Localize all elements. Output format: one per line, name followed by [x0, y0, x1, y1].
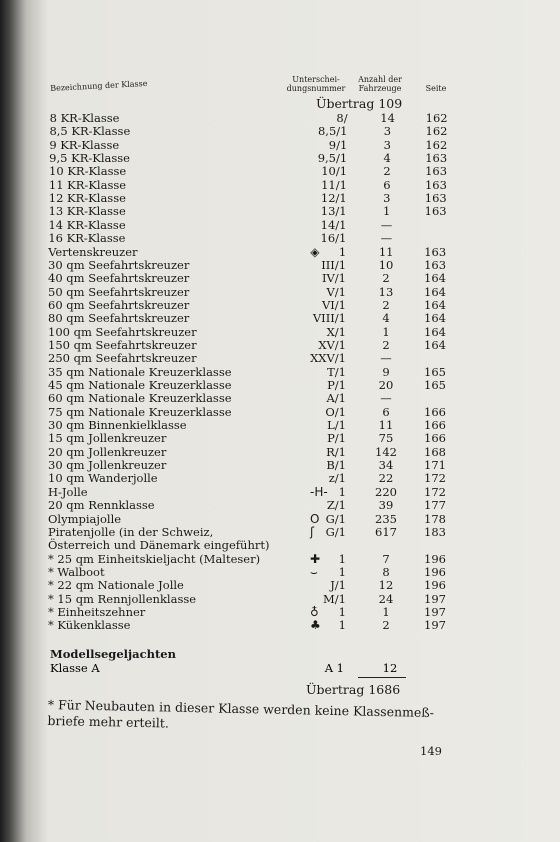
row-page: 166 — [424, 404, 446, 419]
row-name: 30 qm Binnenkielklasse — [48, 418, 187, 433]
row-page: 166 — [424, 431, 446, 446]
row-code: A 1 — [324, 661, 344, 675]
row-name: * Kükenklasse — [48, 618, 131, 633]
row-page: 183 — [424, 524, 446, 539]
row-count: — — [380, 391, 392, 406]
row-count: 8 — [382, 564, 390, 579]
row-page: 163 — [424, 191, 447, 206]
table-row — [48, 619, 458, 632]
row-count: 3 — [383, 137, 391, 152]
row-code: VIII/1 — [312, 311, 346, 326]
row-count: 6 — [382, 404, 390, 419]
row-code: 1 — [338, 244, 347, 259]
row-code: XV/1 — [318, 337, 346, 352]
row-code: 1 — [338, 604, 346, 619]
table-row — [48, 379, 458, 392]
row-code: 10/1 — [321, 164, 348, 179]
chick-emblem-icon: ♣ — [310, 618, 321, 633]
count-header: Anzahl der Fahrzeuge — [358, 75, 402, 93]
row-code: P/1 — [327, 431, 346, 446]
table-row — [48, 312, 458, 325]
row-count: 34 — [378, 458, 394, 473]
code-header: Unterschei- dungsnummer — [286, 75, 346, 93]
row-name: 60 qm Nationale Kreuzerklasse — [48, 391, 232, 406]
row-count: 2 — [382, 271, 390, 286]
row-count: 2 — [382, 297, 390, 312]
row-count: 2 — [383, 164, 391, 179]
row-page: 168 — [424, 444, 446, 459]
row-name: Österreich und Dänemark eingeführt) — [48, 538, 270, 553]
table-row — [48, 299, 458, 312]
row-code: G/1 — [325, 511, 346, 526]
row-name: 20 qm Rennklasse — [48, 498, 155, 513]
row-name: 9,5 KR-Klasse — [49, 151, 130, 166]
row-count: 12 — [378, 578, 394, 593]
row-code: X/1 — [326, 324, 346, 339]
table-row — [48, 459, 458, 472]
row-name: 35 qm Nationale Kreuzerklasse — [48, 364, 232, 379]
row-name: * 25 qm Einheitskieljacht (Malteser) — [48, 551, 261, 566]
row-count: 22 — [378, 471, 394, 486]
row-code: XXV/1 — [310, 351, 346, 366]
row-page: 196 — [424, 564, 446, 579]
table-row — [48, 246, 458, 259]
row-page: 163 — [424, 244, 447, 259]
row-name: 40 qm Seefahrtskreuzer — [48, 271, 190, 286]
table-row — [48, 566, 458, 579]
row-name: Klasse A — [50, 661, 100, 675]
row-name: 30 qm Seefahrtskreuzer — [48, 257, 190, 272]
row-count: 220 — [375, 484, 397, 499]
table-row — [48, 286, 458, 299]
row-code: V/1 — [326, 284, 346, 299]
row-count: 20 — [378, 378, 394, 392]
row-page: 166 — [424, 418, 446, 433]
row-code: 1 — [338, 564, 346, 579]
row-code: 1 — [338, 551, 346, 566]
table-row — [48, 553, 458, 566]
page-header: Seite — [425, 84, 447, 93]
table-row — [48, 486, 458, 499]
row-count: 2 — [382, 337, 390, 352]
row-name: * 15 qm Rennjollenklasse — [48, 591, 197, 606]
table-row-klasse-a — [50, 661, 470, 675]
row-count: 75 — [378, 431, 394, 446]
table-row — [48, 232, 458, 245]
ring-emblem-icon: O — [310, 511, 320, 526]
row-name: 80 qm Seefahrtskreuzer — [48, 311, 190, 326]
row-name: 8,5 KR-Klasse — [49, 124, 131, 139]
row-name: 9 KR-Klasse — [49, 137, 120, 152]
row-page: 164 — [424, 324, 446, 339]
row-name: 15 qm Jollenkreuzer — [48, 431, 167, 446]
row-code: P/1 — [327, 378, 346, 392]
row-code: 8,5/1 — [317, 124, 348, 139]
row-count: — — [380, 217, 393, 232]
sum-line — [358, 677, 406, 678]
row-count: 13 — [378, 284, 394, 299]
row-count: 235 — [375, 511, 397, 526]
row-name: 8 KR-Klasse — [49, 111, 120, 125]
row-name: * 22 qm Nationale Jolle — [48, 578, 184, 593]
table-row — [48, 432, 458, 445]
table-row — [48, 539, 458, 552]
row-name: 16 KR-Klasse — [48, 231, 126, 246]
row-page: 165 — [424, 364, 446, 379]
row-count: 14 — [380, 111, 395, 125]
row-page: 163 — [425, 164, 448, 179]
row-page: 196 — [424, 551, 446, 566]
carry-over-bottom: Übertrag 1686 — [306, 682, 401, 697]
table-row — [48, 259, 458, 272]
row-count: 39 — [378, 498, 394, 513]
row-name: 30 qm Jollenkreuzer — [48, 458, 167, 473]
table-row — [48, 606, 458, 619]
row-name: Olympiajolle — [48, 511, 122, 526]
row-name: Vertenskreuzer — [48, 244, 138, 259]
row-code: 1 — [338, 484, 346, 499]
table-row — [48, 579, 458, 592]
table-row — [49, 205, 459, 218]
row-code: III/1 — [321, 257, 347, 272]
table-row — [48, 593, 458, 606]
row-name: 12 KR-Klasse — [48, 191, 126, 206]
ten-emblem-icon: ♁ — [310, 604, 319, 619]
table-row — [48, 392, 458, 405]
row-code: z/1 — [328, 471, 346, 486]
whale-emblem-icon: ⌣ — [310, 564, 318, 579]
row-name: 13 KR-Klasse — [48, 204, 126, 219]
table-row — [48, 446, 458, 459]
row-code: 9/1 — [328, 137, 348, 152]
row-code: 9,5/1 — [317, 151, 348, 166]
row-code: J/1 — [330, 578, 346, 593]
row-code: 14/1 — [320, 217, 347, 232]
row-page: 165 — [424, 378, 446, 392]
table-row — [48, 219, 458, 232]
row-count: 142 — [375, 444, 397, 459]
row-name: H-Jolle — [48, 484, 88, 499]
table-row — [49, 179, 459, 192]
row-code: 8/ — [336, 111, 348, 125]
row-page: 177 — [424, 498, 446, 513]
row-page: 196 — [424, 578, 446, 593]
row-code: A/1 — [326, 391, 346, 406]
row-count: — — [380, 351, 392, 366]
row-page: 162 — [425, 137, 448, 152]
row-count: 3 — [383, 191, 391, 206]
table-row — [48, 366, 458, 379]
row-code: G/1 — [325, 524, 346, 539]
row-count: 1 — [382, 604, 390, 619]
table-row — [48, 419, 458, 432]
row-count: 4 — [383, 151, 391, 166]
row-name: 10 KR-Klasse — [49, 164, 127, 179]
row-count: 1 — [382, 324, 390, 339]
row-count: — — [380, 231, 393, 246]
row-name: 75 qm Nationale Kreuzerklasse — [48, 404, 232, 419]
table-row — [49, 192, 459, 205]
row-name: Piratenjolle (in der Schweiz, — [48, 524, 214, 539]
row-code: Z/1 — [326, 498, 346, 513]
table-row — [48, 272, 458, 285]
row-page: 164 — [424, 271, 446, 286]
row-page: 171 — [424, 458, 446, 473]
row-count: 12 — [382, 661, 398, 675]
table-row — [49, 165, 459, 178]
row-code: M/1 — [323, 591, 346, 606]
table-row — [49, 125, 459, 138]
row-name: 10 qm Wanderjolle — [48, 471, 158, 486]
row-count: 10 — [378, 257, 394, 272]
table-row — [48, 513, 458, 526]
row-count: 7 — [382, 551, 390, 566]
row-count: 3 — [383, 124, 392, 139]
class-name-header: Bezeichnung der Klasse — [50, 78, 148, 93]
table-row — [50, 112, 460, 125]
row-name: 11 KR-Klasse — [48, 177, 127, 192]
row-page: 197 — [424, 591, 446, 606]
row-name: 100 qm Seefahrtskreuzer — [48, 324, 197, 339]
table-row — [49, 139, 459, 152]
row-count: 617 — [375, 524, 397, 539]
anchor-emblem-icon: ʃ — [310, 524, 315, 539]
cross-emblem-icon: ✚ — [310, 551, 321, 566]
row-code: O/1 — [325, 404, 346, 419]
table-row — [48, 406, 458, 419]
row-count: 11 — [378, 418, 394, 433]
row-page: 172 — [424, 484, 446, 499]
table-row — [48, 526, 458, 539]
row-page: 197 — [424, 618, 446, 633]
row-name: 60 qm Seefahrtskreuzer — [48, 297, 190, 312]
row-code: 1 — [338, 618, 346, 633]
row-page: 163 — [424, 257, 447, 272]
row-page: 163 — [425, 151, 448, 166]
row-name: 45 qm Nationale Kreuzerklasse — [48, 378, 232, 392]
row-code: 12/1 — [320, 191, 347, 206]
table-row — [48, 499, 458, 512]
row-count: 1 — [382, 204, 391, 219]
row-code: B/1 — [326, 458, 346, 473]
row-code: R/1 — [326, 444, 346, 459]
carry-over-top: Übertrag 109 — [316, 96, 403, 111]
row-page: 172 — [424, 471, 446, 486]
row-count: 2 — [382, 618, 390, 633]
row-name: * Walboot — [48, 564, 105, 579]
table-row — [48, 352, 458, 365]
row-count: 11 — [378, 244, 394, 259]
row-page: 162 — [425, 111, 448, 125]
row-page: 164 — [424, 337, 446, 352]
footnote: * Für Neubauten in dieser Klasse werden keine Klassenmeß- briefe mehr erteilt. — [47, 697, 435, 731]
diamond-emblem-icon: ◈ — [310, 244, 320, 259]
row-page: 163 — [424, 204, 447, 219]
row-count: 24 — [378, 591, 394, 606]
row-name: 250 qm Seefahrtskreuzer — [48, 351, 197, 366]
section-title: Modellsegeljachten — [50, 647, 176, 661]
row-name: 50 qm Seefahrtskreuzer — [48, 284, 190, 299]
table-row — [48, 339, 458, 352]
row-page: 164 — [424, 297, 446, 312]
row-code: T/1 — [327, 364, 346, 379]
row-code: VI/1 — [321, 297, 346, 312]
row-code: IV/1 — [321, 271, 346, 286]
row-page: 197 — [424, 604, 446, 619]
row-page: 164 — [424, 311, 446, 326]
table-row — [48, 326, 458, 339]
row-name: * Einheitszehner — [48, 604, 146, 619]
table-row — [49, 152, 459, 165]
row-code: 11/1 — [321, 177, 347, 192]
row-page: 178 — [424, 511, 446, 526]
row-count: 6 — [383, 177, 391, 192]
table-row — [48, 472, 458, 485]
page-number: 149 — [420, 744, 442, 758]
row-code: 16/1 — [320, 231, 347, 246]
row-page: 163 — [424, 177, 447, 192]
row-page: 162 — [425, 124, 448, 139]
row-count: 9 — [382, 364, 390, 379]
row-count: 4 — [382, 311, 390, 326]
row-name: 150 qm Seefahrtskreuzer — [48, 337, 197, 352]
row-name: 20 qm Jollenkreuzer — [48, 444, 167, 459]
row-code: 13/1 — [320, 204, 347, 219]
row-code: L/1 — [327, 418, 346, 433]
h-emblem-icon: -H- — [310, 484, 328, 499]
row-page: 164 — [424, 284, 446, 299]
row-name: 14 KR-Klasse — [48, 217, 126, 232]
